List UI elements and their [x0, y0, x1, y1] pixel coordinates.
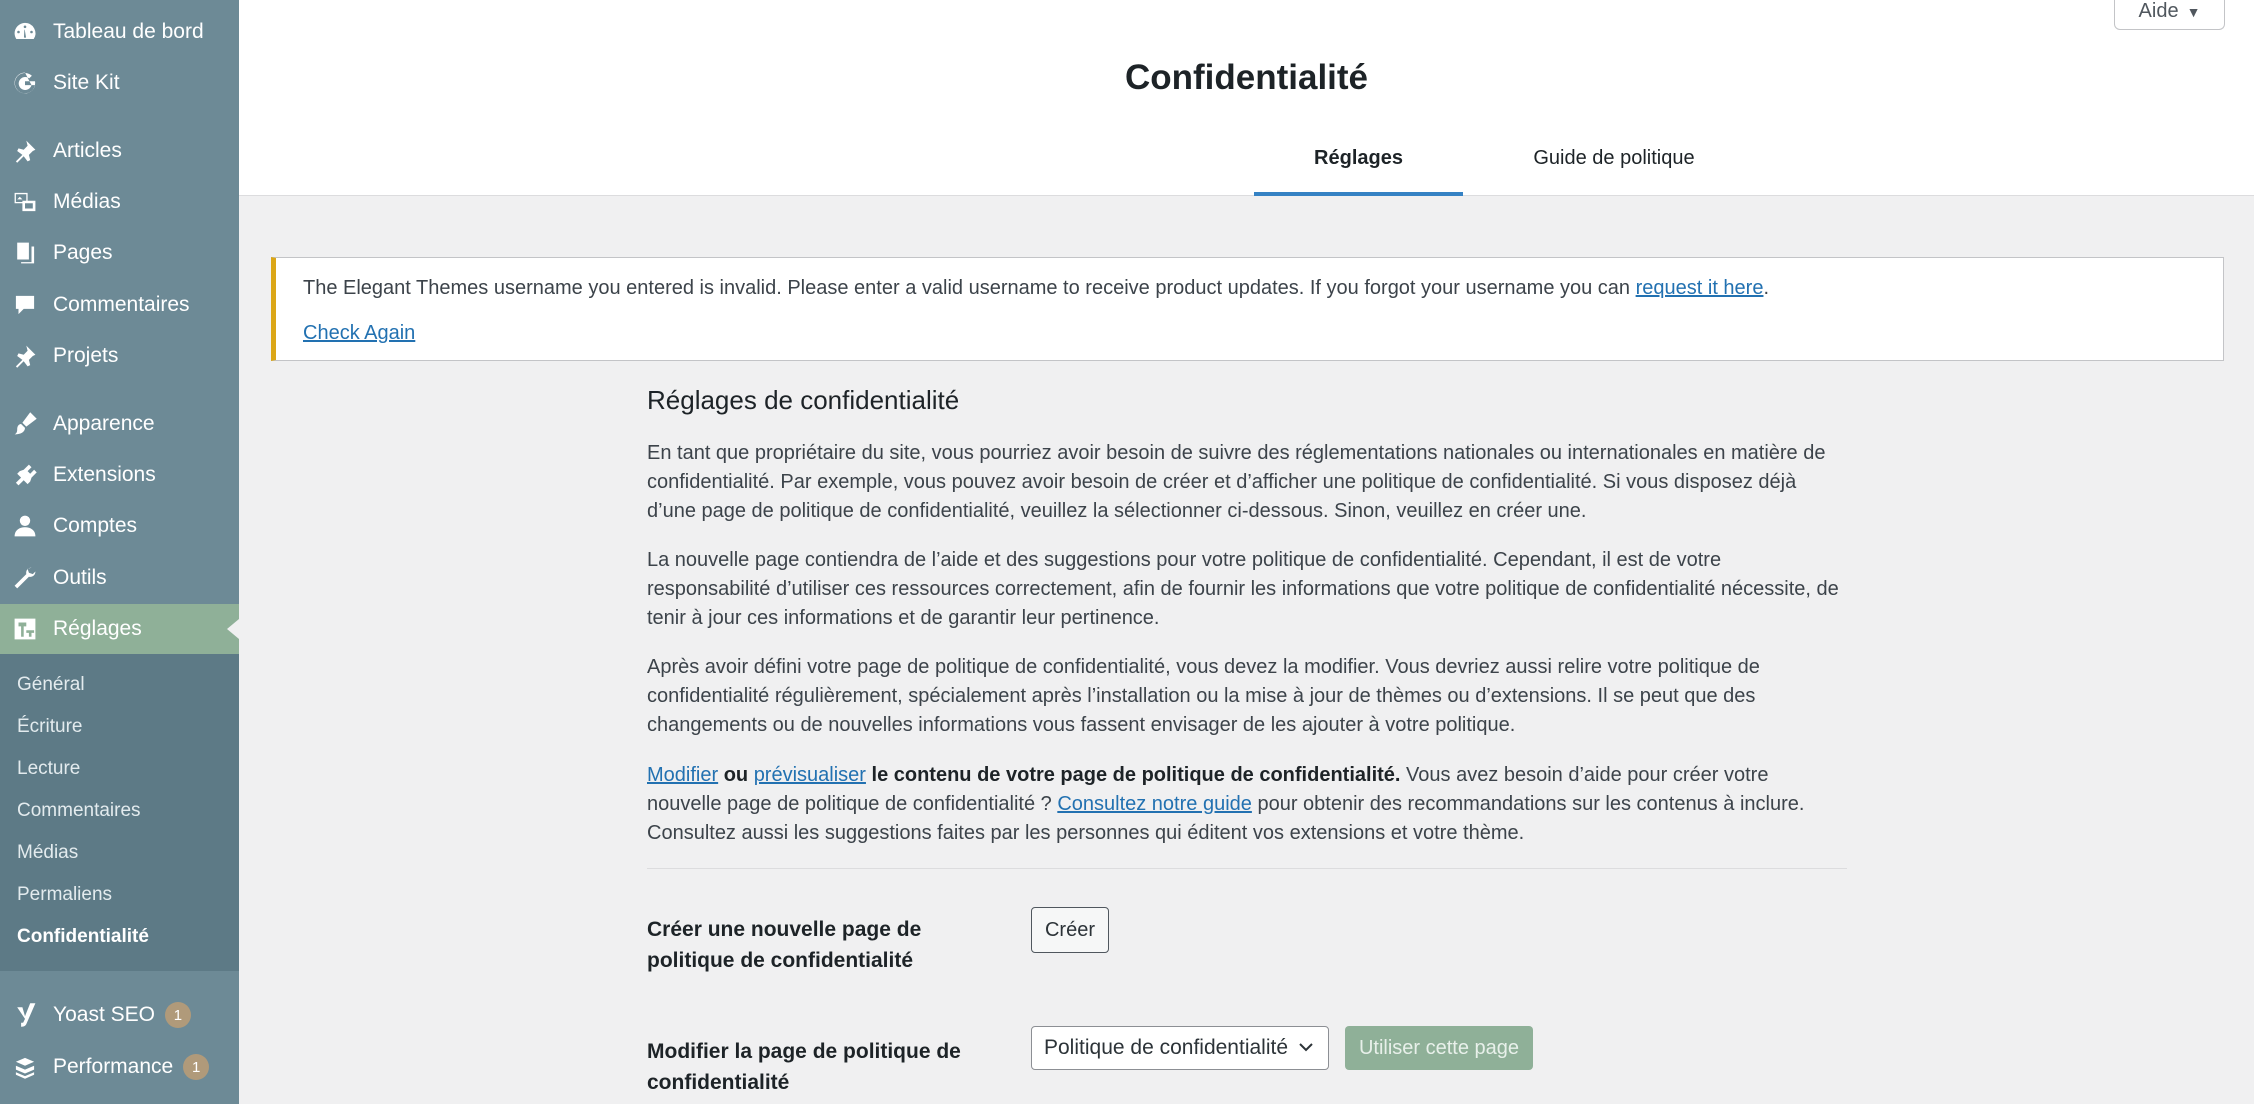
pin-icon	[12, 343, 38, 369]
sidebar-item-label: Site Kit	[53, 71, 120, 94]
sidebar-item-yoast[interactable]	[0, 990, 239, 1040]
submenu-item-privacy[interactable]: Confidentialité	[17, 926, 149, 947]
use-this-page-button[interactable]: Utiliser cette page	[1345, 1026, 1533, 1070]
sidebar-item-label: Projets	[53, 344, 119, 367]
plugin-icon	[12, 462, 38, 488]
sidebar-item-extensions[interactable]	[0, 450, 239, 500]
actions-paragraph	[647, 761, 1847, 848]
notice-text: The Elegant Themes username you entered is invalid. Please enter a valid username to receive product updates. If you forgot your username you can	[303, 277, 1636, 299]
intro-paragraph: En tant que propriétaire du site, vous pourriez avoir besoin de suivre des réglementations nationales ou internationales en matière de confidentialité. Par exemple, vous pouvez avoir besoin de créer et d’afficher une politique de confidentialité. Si vous disposez déjà d’une page de politique de confidentialité, veuillez la sélectionner ci-dessous. Sinon, veuillez en créer une.	[647, 442, 1826, 522]
submenu-item-media[interactable]: Médias	[17, 842, 79, 863]
sidebar-item-articles[interactable]	[0, 126, 239, 176]
settings-icon	[12, 616, 38, 642]
sidebar-item-performance[interactable]	[0, 1042, 239, 1092]
tab-policy-guide[interactable]	[1499, 124, 1729, 196]
help-text: Vous avez besoin d’aide pour créer votre nouvelle page de politique de confidentialité ?	[647, 764, 1769, 815]
sidebar-item-label: Tableau de bord	[53, 20, 204, 43]
tab-settings[interactable]	[1254, 124, 1463, 196]
notification-badge: 1	[183, 1054, 209, 1080]
sidebar-item-label: Outils	[53, 566, 107, 589]
yoast-icon	[12, 1002, 38, 1028]
create-page-label: Créer une nouvelle page de politique de confidentialité	[647, 918, 922, 972]
request-username-link[interactable]: request it here	[1635, 277, 1764, 299]
comments-icon	[12, 292, 38, 318]
modify-link[interactable]: Modifier	[647, 764, 719, 786]
chevron-down-icon	[1296, 1037, 1316, 1057]
modify-page-label: Modifier la page de politique de confidentialité	[647, 1040, 961, 1094]
sidebar-item-pages[interactable]	[0, 228, 239, 278]
sidebar-item-label: Réglages	[53, 617, 142, 640]
guide-link[interactable]: Consultez notre guide	[1057, 793, 1252, 815]
google-icon	[12, 70, 38, 96]
admin-sidebar	[0, 0, 239, 1104]
settings-submenu	[0, 654, 239, 971]
or-text: ou	[718, 764, 754, 786]
triangle-down-icon: ▼	[2186, 3, 2201, 20]
submenu-item-general[interactable]: Général	[17, 674, 85, 695]
divider	[647, 868, 1847, 869]
check-again-link[interactable]: Check Again	[303, 322, 416, 344]
submenu-item-discussion[interactable]: Commentaires	[17, 800, 141, 821]
dashboard-icon	[12, 19, 38, 45]
sidebar-item-label: Comptes	[53, 514, 138, 537]
page-title: Confidentialité	[1124, 58, 1369, 97]
sidebar-item-appearance[interactable]	[0, 399, 239, 449]
privacy-page-select[interactable]	[1031, 1026, 1329, 1070]
create-button[interactable]: Créer	[1031, 907, 1109, 953]
sidebar-item-dashboard[interactable]	[0, 7, 239, 57]
help-paragraph: La nouvelle page contiendra de l’aide et des suggestions pour votre politique de confidentialité. Cependant, il est de votre responsabilité d’utiliser ces ressources correctement, afin de fournir les informations que votre politique de confidentialité nécessite, de tenir à jour ces informations et de garantir leur pertinence.	[647, 549, 1839, 629]
submenu-item-reading[interactable]: Lecture	[17, 758, 81, 779]
pin-icon	[12, 138, 38, 164]
media-icon	[12, 189, 38, 215]
sidebar-item-label: Médias	[53, 190, 121, 213]
sidebar-item-label: Commentaires	[53, 293, 190, 316]
sidebar-item-projects[interactable]	[0, 331, 239, 381]
help-button[interactable]	[2114, 0, 2225, 30]
section-heading: Réglages de confidentialité	[647, 385, 960, 415]
bold-text: le contenu de votre page de politique de confidentialité.	[865, 764, 1401, 786]
sidebar-item-settings[interactable]	[0, 604, 239, 654]
wrench-icon	[12, 565, 38, 591]
warning-notice	[271, 257, 2224, 361]
submenu-item-writing[interactable]: Écriture	[17, 716, 83, 737]
sidebar-item-label: Extensions	[53, 463, 156, 486]
sidebar-item-label: Performance	[53, 1055, 174, 1078]
notification-badge: 1	[165, 1002, 191, 1028]
sidebar-item-label: Apparence	[53, 412, 155, 435]
help-label: Aide	[2138, 0, 2179, 22]
select-value: Politique de confidentialité	[1044, 1036, 1289, 1059]
sidebar-item-tools[interactable]	[0, 553, 239, 603]
active-indicator-arrow	[227, 619, 239, 639]
preview-link[interactable]: prévisualiser	[753, 764, 866, 786]
performance-icon	[12, 1054, 38, 1080]
sidebar-item-accounts[interactable]	[0, 501, 239, 551]
notice-message	[303, 277, 1769, 300]
page-header	[239, 0, 2254, 196]
tab-label: Réglages	[1314, 147, 1403, 169]
sidebar-item-site-kit[interactable]	[0, 58, 239, 108]
pages-icon	[12, 240, 38, 266]
tab-label: Guide de politique	[1533, 147, 1695, 169]
sidebar-item-label: Yoast SEO	[53, 1003, 155, 1026]
edit-paragraph: Après avoir défini votre page de politique de confidentialité, vous devez la modifier. Vous devriez aussi relire votre politique de confidentialité régulièrement, spécialement après l’installation ou la mise à jour de thèmes ou d’extensions. Il se peut que des changements ou de nouvelles informations vous fassent envisager de les ajouter à votre politique.	[647, 656, 1760, 736]
sidebar-item-comments[interactable]	[0, 280, 239, 330]
brush-icon	[12, 411, 38, 437]
sidebar-item-medias[interactable]	[0, 177, 239, 227]
sidebar-item-label: Pages	[53, 241, 113, 264]
notice-period: .	[1763, 277, 1770, 299]
sidebar-item-label: Articles	[53, 139, 122, 162]
help-text-end: pour obtenir des recommandations sur les contenus à inclure. Consultez aussi les suggestions faites par les personnes qui éditent vos extensions et votre thème.	[647, 793, 1805, 844]
submenu-item-permalinks[interactable]: Permaliens	[17, 884, 113, 905]
user-icon	[12, 513, 38, 539]
